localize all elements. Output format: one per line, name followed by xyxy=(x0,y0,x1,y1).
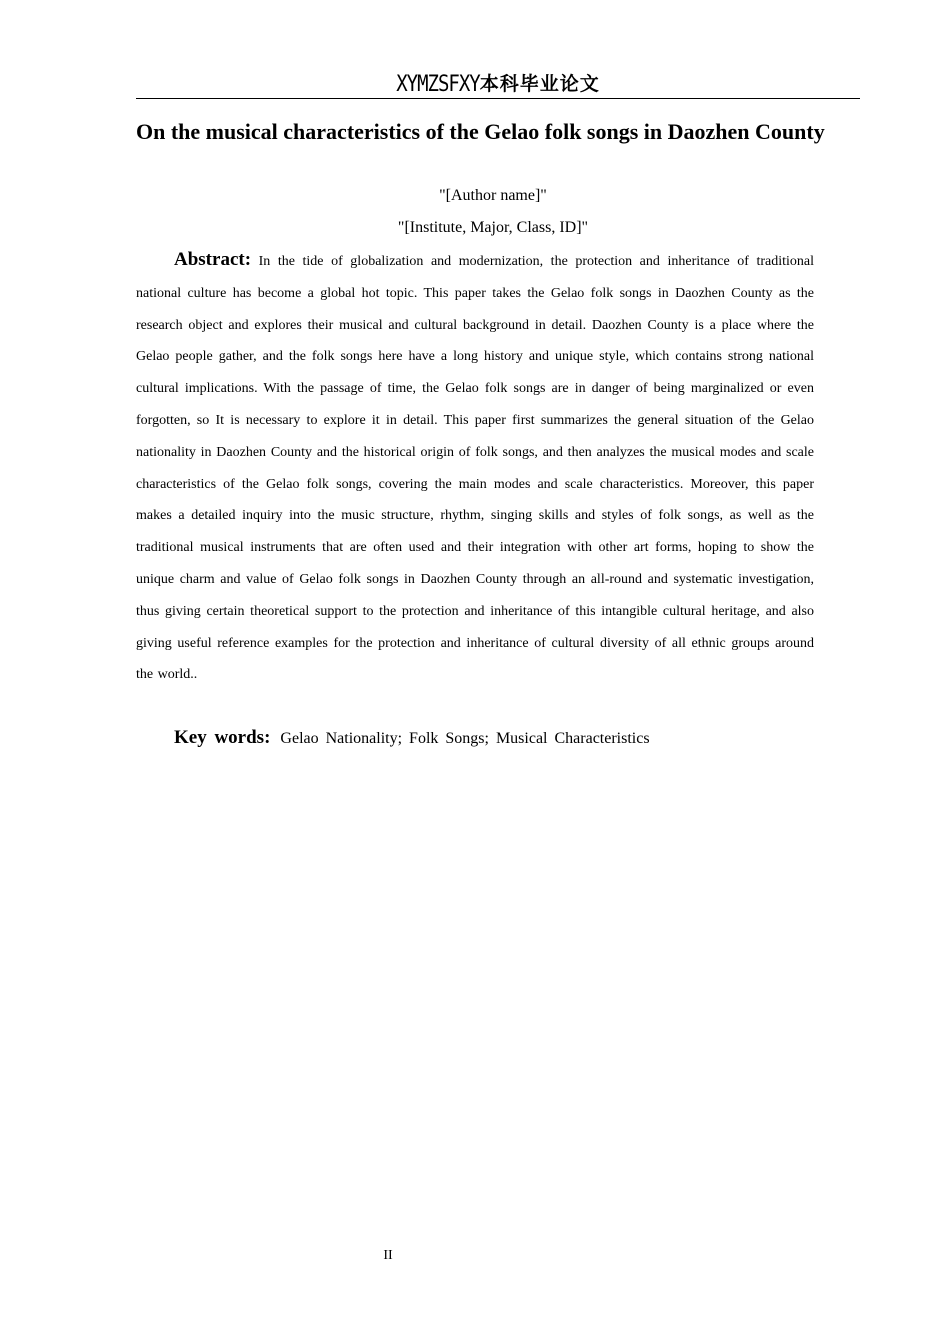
author-institute: "[Institute, Major, Class, ID]" xyxy=(397,219,589,236)
header-code: XYMZSFXY xyxy=(396,71,480,97)
keywords-text: Gelao Nationality; Folk Songs; Musical Characteristics xyxy=(280,730,650,747)
keywords-label: Key words: xyxy=(174,727,271,748)
author-name: "[Author name]" xyxy=(439,187,547,204)
abstract xyxy=(136,244,814,691)
page-header xyxy=(136,70,860,99)
abstract-label: Abstract: xyxy=(174,249,252,270)
keywords xyxy=(174,724,834,753)
abstract-text: In the tide of globalization and modernization, the protection and inheritance of traditional national culture has become a global hot topic. This paper takes the Gelao folk songs in Daozhen County as the research object and explores their musical and cultural background in detail. Daozhen County is a place where the Gelao people gather, and the folk songs here have a long history and unique style, which contains strong national cultural implications. With the passage of time, the Gelao folk songs are in danger of being marginalized or even forgotten, so It is necessary to explore it in detail. This paper first summarizes the general situation of the Gelao nationality in Daozhen County and the historical origin of folk songs, and then analyzes the musical modes and scale characteristics of the Gelao folk songs, covering the main modes and scale characteristics. Moreover, this paper makes a detailed inquiry into the music structure, rhythm, singing skills and styles of folk songs, as well as the traditional musical instruments that are often used and their integration with other art forms, hoping to show the unique charm and value of Gelao folk songs in Daozhen County through an all-round and systematic investigation, thus giving certain theoretical support to the protection and inheritance of this intangible cultural heritage, and also giving useful reference examples for the protection and inheritance of cultural diversity of all ethnic groups around the world.. xyxy=(136,254,814,683)
paper-title: On the musical characteristics of the Gelao folk songs in Daozhen County xyxy=(136,119,825,144)
header-label: 本科毕业论文 xyxy=(479,73,600,95)
page-number: II xyxy=(383,1248,393,1263)
